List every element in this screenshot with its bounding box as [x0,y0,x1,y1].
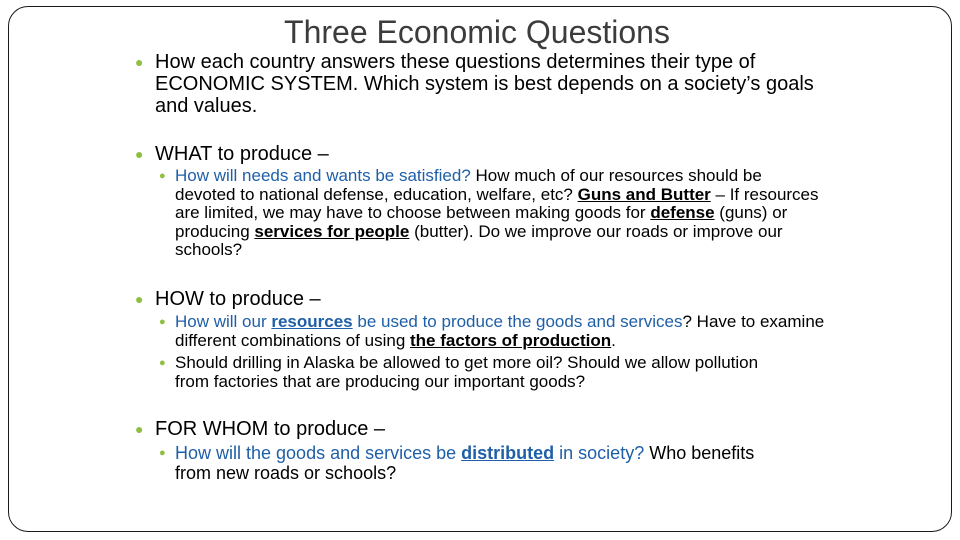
how-bullet [135,288,321,310]
defense-term: defense [650,203,715,223]
bullet-dot-icon: ● [135,291,144,307]
what-text-4: (butter). Do we improve our roads or improve our schools? [175,221,783,260]
bullet-dot-icon: ● [159,447,166,459]
services-term: services for people [254,221,410,241]
whom-sub-bullet [159,443,795,483]
whom-text-1: Who benefits from new roads or schools? [175,443,755,483]
slide-title: Three Economic Questions [284,14,670,50]
bullet-dot-icon: ● [135,54,144,70]
what-bullet [135,143,329,165]
intro-bullet [135,51,815,117]
what-sub-bullet [159,166,825,260]
resources-term: resources [271,312,353,331]
how-question-2: be used to produce the goods and services [352,312,683,331]
intro-text: How each country answers these questions determines their type of ECONOMIC SYSTEM. Which system is best depends on a society’s goals and values. [155,51,814,117]
bullet-dot-icon: ● [159,357,166,369]
what-text-1: How much of our resources should be devoted to national defense, education, welfare, etc? [175,166,762,204]
whom-question-1: How will the goods and services be [175,443,462,463]
whom-question-2: in society? [554,443,645,463]
factors-term: the factors of production [410,330,612,350]
how-sub-bullet-2 [159,353,775,391]
how-sub-bullet-1 [159,312,825,350]
what-text-3: (guns) or producing [175,203,788,241]
how-text-2: . [611,330,616,350]
how-question-1: How will our [175,312,272,331]
how-heading: HOW to produce – [155,288,321,310]
bullet-dot-icon: ● [159,316,166,328]
whom-bullet [135,418,386,440]
guns-and-butter: Guns and Butter [577,184,711,204]
bullet-dot-icon: ● [159,170,166,182]
bullet-dot-icon: ● [135,146,144,162]
what-heading: WHAT to produce – [155,143,329,165]
how-text-1: ? Have to examine different combinations of using [175,312,825,350]
what-question: How will needs and wants be satisfied? [175,166,471,185]
how-sub-2-text: Should drilling in Alaska be allowed to get more oil? Should we allow pollution from factories that are producing our important goods? [175,353,759,391]
whom-heading: FOR WHOM to produce – [155,418,386,440]
bullet-dot-icon: ● [135,421,144,437]
distributed-term: distributed [461,443,555,463]
what-text-2: – If resources are limited, we may have to choose between making goods for [175,184,819,223]
